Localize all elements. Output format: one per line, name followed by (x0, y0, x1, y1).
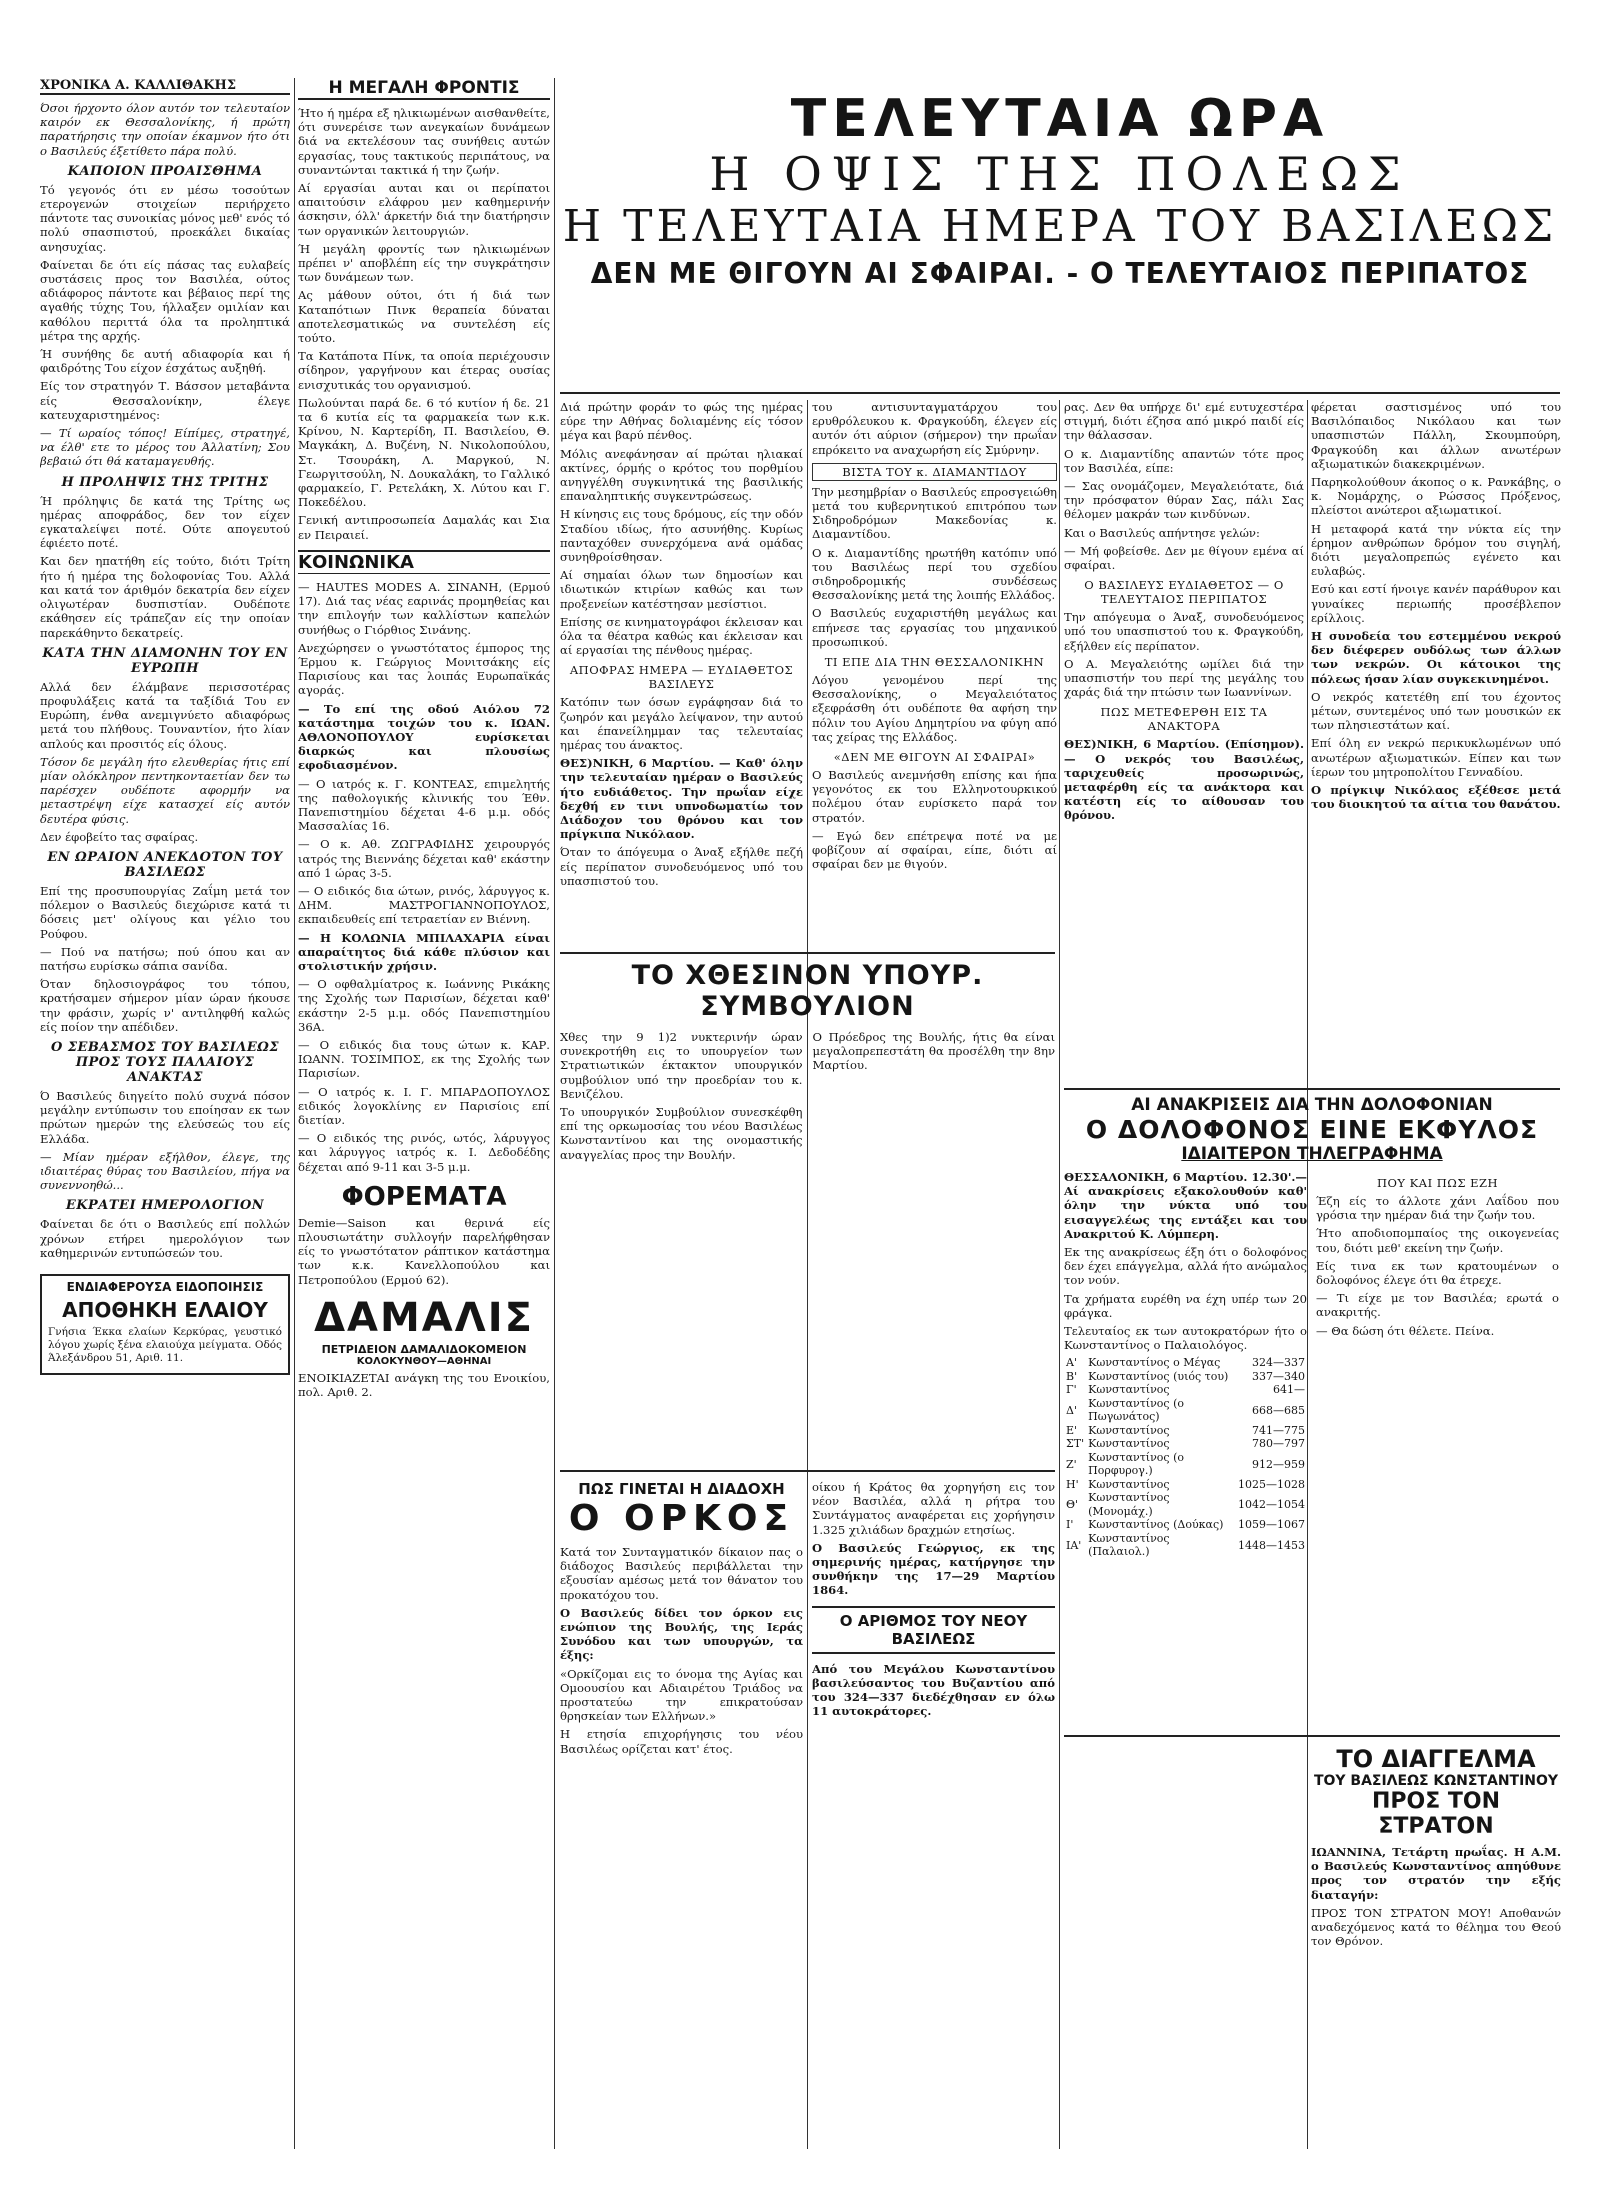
table-cell-num: Ε' (1066, 1423, 1078, 1437)
paragraph: Επίσης σε κινηματογράφοι έκλεισαν και όλα τα θέατρα καθώς και έκλεισαν και αί εργασίαι της πένθους ημέρας. (560, 614, 803, 658)
notice-title: ΕΝΔΙΑΦΕΡΟΥΣΑ ΕΙΔΟΠΟΙΗΣΙΣ (66, 1280, 264, 1294)
table-cell-years: 668—685 (1252, 1403, 1305, 1417)
paragraph: Μόλις ανεφάνησαν αί πρώται ηλιακαί ακτίνες, όρμής ο κρότος του πορθμίου ανηγγέλθη συγκινητικά της βασιλικής επαναληπτικής συγκεντρώσεως. (560, 446, 803, 504)
paragraph: — Πού να πατήσω; πού όπου και αν πατήσω ευρίσκω σάπια σανίδα. (40, 944, 290, 973)
paragraph: — Ο ειδικός της ρινός, ωτός, λάρυγγος και λάρυγγος ιατρός κ. Ι. Δεδοδέδης δέχεται από 9-11 και 3-5 μ.μ. (298, 1131, 550, 1174)
subheading: ΑΠΟΦΡΑΣ ΗΜΕΡΑ — ΕΥΔΙΑΘΕΤΟΣ ΒΑΣΙΛΕΥΣ (569, 663, 794, 692)
paragraph: οίκου ή Κράτος θα χορηγήση εις τον νέον Βασιλέα, αλλά η ρήτρα του Συντάγματος αναφέρεται εις χορήγησιν 1.325 χιλιάδων δραχμών ετησίως. (812, 1480, 1055, 1537)
subheading: «ΔΕΝ ΜΕ ΘΙΓΟΥΝ ΑΙ ΣΦΑΙΡΑΙ» (833, 750, 1036, 765)
table-cell-years: 912—959 (1252, 1457, 1305, 1471)
paragraph: — Ο ειδικός δια τους ώτων κ. ΚΑΡ. ΙΩΑΝΝ. ΤΟΣΙΜΠΟΣ, εκ της Σχολής των Παρισίων. (298, 1037, 550, 1081)
paragraph: Επί όλη εν νεκρώ περικυκλωμένων υπό ανωτέρων αξιωματικών. Είπεν και των ίερων του μητροπολίτου Γενναδίου. (1311, 736, 1561, 779)
section-heading: Ο ΑΡΙΘΜΟΣ ΤΟΥ ΝΕΟΥ ΒΑΣΙΛΕΩΣ (812, 1606, 1055, 1654)
paragraph: ΙΩΑΝΝΙΝΑ, Τετάρτη πρωΐας. Η Α.Μ. ο Βασιλεύς Κωνσταντίνος απηύθυνε προς τον στρατόν την εξής διαταγήν: (1311, 1845, 1561, 1902)
paragraph: Ο νεκρός κατετέθη επί του έχοντος μέτων, συντεμένος υπό των μουσικών εκ των πλησιεστάτων καί. (1311, 689, 1561, 733)
table-cell-name: Κωνσταντίνος (ο Πωγωνάτος) (1088, 1396, 1185, 1424)
succession-table (1064, 1356, 1307, 1559)
table-cell-num: Β' (1066, 1369, 1078, 1383)
paragraph: Όταν δηλοσιογράφος του τόπου, κρατήσαμεν σήμερον μίαν ώραν ήκουσε την φράσιν, χωρίς ν' αντιληφθή καλώς είς ποίον την απέδιδεν. (40, 977, 290, 1034)
paragraph: Λόγου γενομένου περί της Θεσσαλονίκης, ο Μεγαλειότατος εξεφράσθη ότι ουδέποτε θα αφήση την πόλιν του Αγίου Δημητρίου να φύγη από τας χείρας της Ελλάδος. (812, 673, 1057, 744)
column-rule (807, 400, 808, 2149)
paragraph: — Τι είχε με τον Βασιλέα; ερωτά ο ανακριτής. (1316, 1291, 1559, 1320)
paragraph: ΘΕΣΣΑΛΟΝΙΚΗ, 6 Μαρτίου. 12.30'.— Αί ανακρίσεις εξακολουθούν καθ' όλην την νύκτα υπό του εισαγγελέως της εντάξει και του Ανακριτού Κ. Λύμπερη. (1064, 1170, 1307, 1241)
paragraph: Ή συνήθης δε αυτή αδιαφορία και ή φαιδρότης Του είχον έσχάτως αυξηθή. (40, 347, 290, 376)
subheading: ΠΟΥ ΚΑΙ ΠΩΣ ΕΖΗ (1376, 1176, 1499, 1190)
table-cell-name: Κωνσταντίνος (1088, 1477, 1170, 1491)
section-heading: ΠΡΟΣ ΤΟΝ ΣΤΡΑΤΟΝ (1371, 1789, 1501, 1839)
column-6 (1311, 400, 1561, 1080)
ad-heading: ΔΑΜΑΛΙΣ (314, 1294, 534, 1341)
table-cell-num: Ι' (1066, 1518, 1074, 1532)
notice-box (40, 1274, 290, 1375)
paragraph: ΕΝΟΙΚΙΑΖΕΤΑΙ ανάγκη της του Ενοικίου, πολ. Αριθ. 2. (298, 1370, 550, 1400)
table-cell-years: 780—797 (1252, 1437, 1305, 1451)
paragraph: Την απόγευμα ο Άναξ, συνοδευόμενος υπό του υπασπιστού του κ. Φραγκούδη, εξήλθεν είς περίπατον. (1064, 610, 1304, 653)
ad-address: ΚΟΛΟΚΥΝΘΟΥ—ΑΘΗΝΑΙ (356, 1355, 492, 1367)
paragraph: Τό γεγονός ότι εν μέσω τοσούτων ετερογενών στοιχείων περιήρχετο πάντοτε τας συνοικίας μόνος μεθ' ενός τό πολύ σπασπιστού, προεκάλει δικαίας ανησυχίας. (40, 182, 290, 254)
section-heading: ΚΟΙΝΩΝΙΚΑ (298, 550, 550, 574)
paragraph: Και δεν ηπατήθη είς τούτο, διότι Τρίτη ήτο ή ημέρα της δολοφονίας Του. Αλλά και κατά τον άριθμόν δεκατρία δεν είχεν ολιγωτέραν δυσπιστίαν. Ουδέποτε εκάθησεν είς τράπεζαν είς την οποίαν παρεκάθηντο δεκατρείς. (40, 554, 290, 640)
paragraph: Ή πρόληψις δε κατά της Τρίτης ως ημέρας αποφράδος, δεν τον είχεν εγκαταλείψει ποτέ. Ούτε απογευτού έφιέετο ποτέ. (40, 493, 290, 551)
paragraph: Αί εργασίαι αυται και οι περίπατοι απαιτούσιν ελάφρου μεν καθημερινήν άσκησιν, όλλ' άρκετήν διά την διατήρησιν των οργανικών λειτουργιών. (298, 181, 550, 238)
column-3 (560, 400, 803, 945)
paragraph: Έζη είς το άλλοτε χάνι Λαΐδου που γρόσια την ημέραν διά την ζωήν του. (1316, 1194, 1559, 1223)
paragraph: — Η ΚΟΛΩΝΙΑ ΜΠΙΛΑΧΑΡΙΑ είναι απαραίτητος διά κάθε πλύσιον και στολιστικήν χρήσιν. (298, 930, 550, 973)
paragraph: Όταν το άπόγευμα ο Άναξ εξήλθε πεζή είς περίπατον συνοδευόμενος υπό του υπασπιστού του. (560, 845, 803, 888)
paragraph: Ο Α. Μεγαλειότης ωμίλει διά την υπασπιστήν του περί της μεγάλης του χαράς διά την πτώσιν των Ιωαννίνων. (1064, 656, 1304, 700)
table-cell-num: ΙΑ' (1066, 1538, 1082, 1552)
notice-text: Γνήσια Έκκα ελαίων Κερκύρας, γευστικό λόγου χωρίς ξένα ελαιούχα μείγματα. Οδός Άλεξάνδρου 51, Αριθ. 11. (48, 1326, 282, 1364)
paragraph: Ή μεγάλη φροντίς των ηλικιωμένων πρέπει ν' αποβλέπη είς την συγκράτησιν των δυνάμεων των. (298, 241, 550, 285)
table-cell-num: Γ' (1066, 1383, 1077, 1397)
section-rule (1064, 1735, 1560, 1737)
council-section (560, 960, 1055, 1166)
paragraph: — Ο ειδικός δια ώτων, ρινός, λάρυγγος κ. ΔΗΜ. ΜΑΣΤΡΟΓΙΑΝΝΟΠΟΥΛΟΣ, εκπαιδευθείς επί τετραετίαν εν Βιέννη. (298, 883, 550, 927)
paragraph: ΠΡΟΣ ΤΟΝ ΣΤΡΑΤΟΝ ΜΟΥ! Αποθανών αναδεχόμενος κατά το θέλημα του Θεού τον Θρόνον. (1311, 1905, 1561, 1949)
masthead-rule (560, 392, 1560, 394)
paragraph: Η κίνησις εις τους δρόμους, είς την οδόν Σταδίου ιδίως, ήτο ασυνήθης. Κυρίως πανταχόθεν συνερχόμενα ανά ομάδας συνηθροίσθησαν. (560, 507, 803, 565)
table-row (1064, 1383, 1307, 1397)
paragraph: Η συνοδεία του εστεμμένου νεκρού δεν διέφερεν ουδόλως των άλλων των νεκρών. Οι κάτοικοι της πόλεως ήσαν λίαν συγκεκινημένοι. (1311, 629, 1561, 686)
paragraph: — Μίαν ημέραν εξήλθον, έλεγε, της ιδιαιτέρας θύρας του Βασιλείου, πήγα να συνεννοηθώ... (40, 1149, 290, 1193)
paragraph: Διά πρώτην φοράν το φώς της ημέρας εύρε την Αθήνας δολιαμένης είς τόσον μέγα και βαρύ πένθος. (560, 400, 803, 443)
masthead-kicker: ΔΕΝ ΜΕ ΘΙΓΟΥΝ ΑΙ ΣΦΑΙΡΑΙ. - Ο ΤΕΛΕΥΤΑΙΟΣ ΠΕΡΙΠΑΤΟΣ (590, 257, 1530, 290)
paragraph: — Σας ονομάζομεν, Μεγαλειότατε, διά την πρόσφατον θύραν Σας, πάλι Σας θέλομεν μακράν των κινδύνων. (1064, 479, 1304, 522)
table-row (1064, 1451, 1307, 1478)
subheading: ΕΚΡΑΤΕΙ ΗΜΕΡΟΛΟΓΙΟΝ (65, 1198, 265, 1214)
paragraph: — Εγώ δεν επέτρεψα ποτέ να με φοβίζουν αί σφαίραι, είπε, διότι αί σφαίραι δεν με θιγούν. (812, 828, 1057, 872)
column-4 (812, 400, 1057, 945)
ordinal-section (812, 1480, 1055, 2140)
paragraph: Εσύ και εστί ήνοιγε κανέν παράθυρον και γυναίκες περιωπής προσέβλεπον ερίλλοις. (1311, 582, 1561, 625)
table-row (1064, 1478, 1307, 1492)
subheading: ΒΙΣΤΑ ΤΟΥ κ. ΔΙΑΜΑΝΤΙΔΟΥ (812, 463, 1057, 481)
paragraph: Είς τον στρατηγόν Τ. Βάσσον μεταβάντα είς Θεσσαλονίκην, έλεγε κατευχαριστημένος: (40, 379, 290, 422)
subheading: Ο ΒΑΣΙΛΕΥΣ ΕΥΔΙΑΘΕΤΟΣ — Ο ΤΕΛΕΥΤΑΙΟΣ ΠΕΡΙΠΑΤΟΣ (1084, 578, 1284, 607)
table-cell-years: 741—775 (1252, 1423, 1305, 1437)
subheading: ΕΝ ΩΡΑΙΟΝ ΑΝΕΚΔΟΤΟΝ ΤΟΥ ΒΑΣΙΛΕΩΣ (47, 849, 283, 880)
table-row (1064, 1437, 1307, 1451)
section-heading: ΤΟ ΔΙΑΓΓΕΛΜΑ (1336, 1745, 1536, 1773)
paragraph: Τελευταίος εκ των αυτοκρατόρων ήτο ο Κωνσταντίνος ο Παλαιολόγος. (1064, 1324, 1307, 1353)
table-cell-name: Κωνσταντίνος (Δούκας) (1088, 1518, 1224, 1532)
table-cell-num: Α' (1066, 1356, 1077, 1370)
paragraph: Ο Βασιλεύς ανεμνήσθη επίσης και ήπα γεγονότος εκ του Ελληνοτουρκικού πολέμου όταν ευρίσκετο παρά τον στρατόν. (812, 768, 1057, 825)
paragraph: ρας. Δεν θα υπήρχε δι' εμέ ευτυχεστέρα στιγμή, διότι έζησα από μικρό παιδί είς την θάλασσαν. (1064, 400, 1304, 443)
paragraph: Ήτο αποδιοπομπαίος της οικογενείας του, διότι μεθ' εκείνη την ζωήν. (1316, 1226, 1559, 1255)
table-cell-years: 1042—1054 (1238, 1498, 1305, 1512)
section-heading: Ο ΔΟΛΟΦΟΝΟΣ ΕΙΝΕ ΕΚΦΥΛΟΣ (1085, 1115, 1539, 1144)
ad-subheading: ΠΕΤΡΙΔΕΙΟΝ ΔΑΜΑΛΙΔΟΚΟΜΕΙΟΝ (321, 1342, 527, 1356)
table-cell-num: Δ' (1066, 1403, 1077, 1417)
paragraph: Η ετησία επιχορήγησις του νέου Βασιλέως ορίζεται κατ' έτος. (560, 1727, 803, 1756)
paragraph: — Ο ιατρός κ. Γ. ΚΟΝΤΕΑΣ, επιμελητής της παθολογικής κλινικής του Έθν. Πανεπιστημίου δέχεται 4-6 μ.μ. οδός Μασσαλίας 16. (298, 776, 550, 834)
subheading: ΚΑΤΑ ΤΗΝ ΔΙΑΜΟΝΗΝ ΤΟΥ ΕΝ ΕΥΡΩΠΗ (42, 645, 288, 676)
table-cell-num: ΣΤ' (1066, 1437, 1085, 1451)
column-rule (554, 78, 555, 2149)
paragraph: Επί της προσυπουργίας Ζαΐμη μετά τον πόλεμον ο Βασιλεύς διεχώρισε κατά τι δόσεις μετ' ολίγους και γέλιο του Ρούφου. (40, 883, 290, 941)
paragraph: Τα χρήματα ευρέθη να έχη υπέρ των 20 φράγκα. (1064, 1291, 1307, 1320)
paragraph: Δεν έφοβείτο τας σφαίρας. (40, 829, 199, 844)
paragraph: Φαίνεται δε ότι είς πάσας τας ευλαβείς συστάσεις προς τον Βασιλέα, ούτος αδιάφορος πάντοτε και βέβαιος περί της αγαθής τύχης Του, ήλλαξεν ομιλίαν και καθόλου περιττά όλα τα προληπτικά μέτρα της αρχής. (40, 257, 290, 343)
table-cell-name: Κωνσταντίνος (υιός του) (1088, 1369, 1229, 1383)
paragraph: του αντισυνταγματάρχου του ερυθρόλευκου κ. Φραγκούδη, έλεγεν είς αυτόν ότι αύριον (σήμερον) την πρωΐαν επρόκειτο να αναχωρήση είς Σμύρνην. (812, 400, 1057, 457)
paragraph: Ανεχώρησεν ο γνωστότατος έμπορος της Έρμου κ. Γεώργιος Μονιτσάκης είς Παρισίους και τας λοιπάς Ευρωπαϊκάς αγοράς. (298, 640, 550, 698)
table-cell-years: 641— (1273, 1383, 1305, 1397)
masthead-headline: Η ΤΕΛΕΥΤΑΙΑ ΗΜΕΡΑ ΤΟΥ ΒΑΣΙΛΕΩΣ (562, 201, 1558, 252)
table-cell-num: Η' (1066, 1477, 1079, 1491)
table-cell-years: 337—340 (1252, 1369, 1305, 1383)
paragraph: Πωλούνται παρά δε. 6 τό κυτίον ή δε. 21 τα 6 κυτία είς τα φαρμακεία των κ.κ. Κρίνου, Ν. Καρτερίδη, Π. Βασιλείου, Θ. Μαγκάκη, Δ. Βυζένη, Ν. Νικολοπούλου, Στ. Τσουράκη, Λ. Μαργκού, Ν. Γεωργιτσούλη, Ν. Δουκαλάκη, το Γαλλικό φαρμακείο, Γ. Ρετελάκη, Χ. Λύτου και Γ. Ποκεδέλου. (298, 395, 550, 510)
paragraph: Παρηκολούθουν άκοπος ο κ. Ρανκάβης, ο κ. Νομάρχης, ο Ρώσσος Πρόξενος, πλείστοι ανώτεροι αξιωματικοί. (1311, 475, 1561, 518)
column-5 (1064, 400, 1304, 945)
table-cell-num: Θ' (1066, 1498, 1079, 1512)
table-row (1064, 1397, 1307, 1424)
paragraph: Ο Βασιλεύς δίδει τον όρκον εις ενώπιον της Βουλής, της Ιεράς Συνόδου και των υπουργών, τα έξης: (560, 1605, 803, 1663)
notice-heading: ΑΠΟΘΗΚΗ ΕΛΑΙΟΥ (62, 1298, 268, 1322)
section-heading: Ο ΟΡΚΟΣ (568, 1498, 795, 1539)
paragraph: Ήτο ή ημέρα εξ ηλικιωμένων αισθανθείτε, ότι συνερέισε των ανεγκαίων δυνάμεων διά να εκτελέσουν τας συνήθεις αυτών εργασίας, τους τακτικούς περιπάτους, να συναντώνται τακτικά ή την ζωήν. (298, 106, 550, 177)
table-row (1064, 1424, 1307, 1438)
subheading: Ο ΣΕΒΑΣΜΟΣ ΤΟΥ ΒΑΣΙΛΕΩΣ ΠΡΟΣ ΤΟΥΣ ΠΑΛΑΙΟΥΣ ΑΝΑΚΤΑΣ (50, 1039, 280, 1085)
paragraph: Τα Κατάποτα Πίνκ, τα οποία περιέχουσιν σίδηρον, γαργήνουν και έτερας ουσίας ενισχυτικάς του οργανισμού. (298, 349, 550, 392)
ad-heading: ΦΟΡΕΜΑΤΑ (341, 1181, 507, 1212)
paragraph: — Θα δώση ότι θέλετε. Πείνα. (1316, 1323, 1495, 1338)
table-cell-name: Κωνσταντίνος (1088, 1423, 1170, 1437)
paragraph: Κατόπιν των όσων εγράφησαν διά το ζωηρόν και μεγάλο λείψανον, την αυτού και έπανείλημμαν τας τελευταίας ημέρας του άνακτος. (560, 695, 803, 753)
paragraph: Από του Μεγάλου Κωνσταντίνου βασιλεύσαντος του Βυζαντίου από του 324—337 διεδέχθησαν εν όλω 11 αυτοκράτορες. (812, 1661, 1055, 1719)
section-heading: ΠΩΣ ΓΙΝΕΤΑΙ Η ΔΙΑΔΟΧΗ (578, 1480, 785, 1498)
subheading: ΤΙ ΕΠΕ ΔΙΑ ΤΗΝ ΘΕΣΣΑΛΟΝΙΚΗΝ (824, 655, 1045, 670)
paragraph: — HAUTES MODES Α. ΣΙΝΑΝΗ, (Ερμού 17). Διά τας νέας εαρινάς προμηθείας και την επιλογήν των καλλίστων καπελών συνήθως ο Γιόρθιος Σινάνης. (298, 579, 550, 637)
table-cell-name: Κωνσταντίνος (Μονομάχ.) (1088, 1491, 1170, 1518)
paragraph: Demie—Saison και θερινά είς πλουσιωτάτην συλλογήν παρελήφθησαν είς το γνωστότατον ράπτικον κατάστημα των κ.κ. Κανελλοπούλου και Πετροπούλου (Ερμού 62). (298, 1215, 550, 1287)
paragraph: ΘΕΣ)ΝΙΚΗ, 6 Μαρτίου. (Επίσημον). — Ο νεκρός του Βασιλέως, ταριχευθείς προσωρινώς, μεταφέρθη είς τα ανάκτορα και κατέστη είς το αίθουσαν του θρόνου. (1064, 737, 1304, 823)
subheading: ΠΩΣ ΜΕΤΕΦΕΡΘΗ ΕΙΣ ΤΑ ΑΝΑΚΤΟΡΑ (1100, 705, 1268, 734)
masthead-title: ΤΕΛΕΥΤΑΙΑ ΩΡΑ (790, 89, 1330, 149)
section-rule (560, 952, 1055, 954)
paragraph: — Το επί της οδού Αιόλου 72 κατάστημα τοιχών του κ. ΙΩΑΝ. ΑΘΛΟΝΟΠΟΥΛΟΥ ευρίσκεται διαρκώς και πλουσίως εφοδιασμένον. (298, 701, 550, 773)
paragraph: — Ο οφθαλμίατρος κ. Ιωάννης Ρικάκης της Σχολής των Παρισίων, δέχεται καθ' εκάστην 2-5 μ.μ. οδός Πανεπιστημίου 36Α. (298, 977, 550, 1034)
table-row (1064, 1518, 1307, 1532)
paragraph: Ο Βασιλεύς Γεώργιος, εκ της σημερινής ημέρας, κατήργησε την συνθήκην της 17—29 Μαρτίου 1864. (812, 1540, 1055, 1598)
section-heading: ΑΙ ΑΝΑΚΡΙΣΕΙΣ ΔΙΑ ΤΗΝ ΔΟΛΟΦΟΝΙΑΝ (1131, 1095, 1493, 1115)
paragraph: Η μεταφορά κατά την νύκτα είς την έρημον ανθρώπων δρόμον του σιγηλή, διότι μεγαλοπρεπώς εγένετο και ευλαβώς. (1311, 521, 1561, 579)
table-cell-name: Κωνσταντίνος (ο Πορφυρογ.) (1088, 1450, 1185, 1478)
paragraph: Τόσον δε μεγάλη ήτο ελευθερίας ήτις επί μίαν ολόκληρον πεντηκονταετίαν δεν τω παρέσχεν ουδέποτε αφορμήν να μεταστρέψη είχε κατασχεί είς αυτόν δευτέρα φύσις. (40, 754, 290, 826)
subheading: ΚΑΠΟΙΟΝ ΠΡΟΑΙΣΘΗΜΑ (67, 163, 263, 179)
inquiry-section (1064, 1095, 1560, 1559)
paragraph: Εκ της ανακρίσεως έξη ότι ο δολοφόνος δεν έχει επάγγελμα, αλλά ήτο ανώμαλος τον νούν. (1064, 1245, 1307, 1288)
paragraph: Κατά τον Συνταγματικόν δίκαιον πας ο διάδοχος Βασιλεύς περιβάλλεται την εξουσίαν αμέσως μετά τον θάνατον του προκατόχου του. (560, 1545, 803, 1602)
section-rule (1064, 1088, 1560, 1090)
section-subheading: ΙΔΙΑΙΤΕΡΟΝ ΤΗΛΕΓΡΑΦΗΜΑ (1181, 1144, 1443, 1164)
paragraph: Χθες την 9 1)2 νυκτερινήν ώραν συνεκροτήθη εις το υπουργείον των Στρατιωτικών έκτακτον υπουργικόν συμβούλιον υπό την προεδρίαν του κ. Βενιζέλου. (560, 1030, 803, 1101)
paragraph: Φαίνεται δε ότι ο Βασιλεύς επί πολλών χρόνων ετήρει ημερολόγιον των καθημερινών εντυπώσεών του. (40, 1217, 290, 1260)
paragraph: Ό Βασιλεύς διηγείτο πολύ συχνά πόσον μεγάλην εντύπωσιν του εποίησαν εκ των πρώτων ημερών της ελεύσεώς του είς Ελλάδα. (40, 1088, 290, 1146)
byline: ΧΡΟΝΙΚΑ Α. ΚΑΛΛΙΘΑΚΗΣ (40, 78, 290, 95)
masthead-subtitle: Η ΟΨΙΣ ΤΗΣ ΠΟΛΕΩΣ (709, 147, 1411, 201)
paragraph: Όσοι ήρχοντο όλον αυτόν τον τελευταίον καιρόν εκ Θεσσαλονίκης, ή πρώτη παρατήρησις την οποίαν έκαμνον ήτο ότι ο Βασιλεύς έξετίθετο πάρα πολύ. (40, 101, 290, 158)
column-1 (40, 78, 290, 2148)
table-row (1064, 1532, 1307, 1559)
paragraph: Ο πρίγκιψ Νικόλαος εξέθεσε μετά του διοικητού τα αίτια του θανάτου. (1311, 783, 1561, 812)
paragraph: Ο Πρόεδρος της Βουλής, ήτις θα είναι μεγαλοπρεπεστάτη θα προσέλθη την 8ην Μαρτίου. (812, 1030, 1055, 1073)
table-cell-name: Κωνσταντίνος (Παλαιολ.) (1088, 1531, 1170, 1559)
paragraph: φέρεται σαστισμένος υπό του Βασιλόπαιδος Νικόλαου και των υπασπιστών Πάλλη, Σκουμπούρη, Φραγκούδη και άλλων ανωτέρων αξιωματικών διακεκριμένων. (1311, 400, 1561, 471)
table-cell-name: Κωνσταντίνος (1088, 1383, 1170, 1397)
column-rule (1059, 400, 1060, 2149)
paragraph: Ο Βασιλεύς ευχαριστήθη μεγάλως και επήνεσε τας εργασίας του μηχανικού προσωπικού. (812, 606, 1057, 649)
table-row (1064, 1370, 1307, 1384)
table-cell-years: 1059—1067 (1238, 1518, 1305, 1532)
decree-section (1311, 1745, 1561, 2145)
table-row (1064, 1356, 1307, 1370)
table-cell-name: Κωνσταντίνος (1088, 1437, 1170, 1451)
paragraph: Αί σημαίαι όλων των δημοσίων και ιδιωτικών κτιρίων καθώς και των προξενείων κατέστησαν μεσίστιοι. (560, 568, 803, 611)
column-rule (294, 78, 295, 2149)
section-heading: Η ΜΕΓΑΛΗ ΦΡΟΝΤΙΣ (298, 78, 550, 100)
table-cell-years: 1025—1028 (1238, 1477, 1305, 1491)
paragraph: — Τί ωραίος τόπος! Είπίμες, στρατηγέ, να έλθ' ετε το μέρος του Άλλατίνη; Σου βεβαιώ ότι θά καταμαγευθής. (40, 426, 290, 469)
paragraph: Γενική αντιπροσωπεία Δαμαλάς και Σια εν Πειραιεί. (298, 513, 550, 542)
paragraph: Την μεσημβρίαν ο Βασιλεύς επροσγειώθη μετά του κυβερνητικού επιτρόπου των Σιδηροδρόμων Μακεδονίας κ. Διαμαντίδου. (812, 484, 1057, 542)
oath-section (560, 1480, 803, 2140)
paragraph: Ο κ. Διαμαντίδης απαντών τότε προς τον Βασιλέα, είπε: (1064, 446, 1304, 475)
section-heading: ΤΟ ΧΘΕΣΙΝΟΝ ΥΠΟΥΡ. ΣΥΜΒΟΥΛΙΟΝ (631, 960, 984, 1022)
table-cell-name: Κωνσταντίνος ο Μέγας (1088, 1356, 1221, 1370)
paragraph: «Ορκίζομαι εις το όνομα της Αγίας και Ομοουσίου και Αδιαιρέτου Τριάδος να προστατεύω την επικρατούσαν θρησκείαν των Ελλήνων.» (560, 1666, 803, 1724)
column-2 (298, 78, 550, 2148)
section-rule (560, 1470, 1055, 1472)
paragraph: Το υπουργικόν Συμβούλιον συνεσκέφθη επί της ορκωμοσίας του νέου Βασιλέως Κωνσταντίνου και της ονομαστικής αναγγελίας προς την Βουλήν. (560, 1105, 803, 1162)
table-cell-years: 324—337 (1252, 1356, 1305, 1370)
paragraph: — Ο κ. Αθ. ΖΩΓΡΑΦΙΔΗΣ χειρουργός ιατρός της Βιεννάης δέχεται καθ' εκάστην από 1 ώρας 3-5. (298, 837, 550, 880)
paragraph: — Ο ιατρός κ. Ι. Γ. ΜΠΑΡΔΟΠΟΥΛΟΣ ειδικός λογοκλίνης εν Παρισίοις επί διετίαν. (298, 1084, 550, 1127)
paragraph: — Μή φοβείσθε. Δεν με θίγουν εμένα αί σφαίραι. (1064, 543, 1304, 573)
table-cell-years: 1448—1453 (1238, 1538, 1305, 1552)
paragraph: Και ο Βασιλεύς απήντησε γελών: (1064, 525, 1260, 540)
paragraph: Ας μάθουν ούτοι, ότι ή διά των Καταπότιων Πινκ θεραπεία δύναται αποτελεσματικώς να συντελέση είς τούτο. (298, 288, 550, 346)
paragraph: Ο κ. Διαμαντίδης ηρωτήθη κατόπιν υπό του Βασιλέως περί του σχεδίου σιδηροδρομικής συνδέσεως Θεσσαλονίκης μετά της λοιπής Ελλάδος. (812, 545, 1057, 603)
table-row (1064, 1491, 1307, 1518)
paragraph: ΘΕΣ)ΝΙΚΗ, 6 Μαρτίου. — Καθ' όλην την τελευταίαν ημέραν ο Βασιλεύς ήτο ευδιάθετος. Την πρωΐαν είχε δεχθή εν τινι υπνοδωματίω τον Διάδοχον του θρόνου και τον πρίγκιπα Νικόλαον. (560, 756, 803, 842)
masthead (560, 90, 1560, 294)
paragraph: Αλλά δεν έλάμβανε περισσοτέρας προφυλάξεις κατά τα ταξίδιά Του εν Ευρώπη, ένθα ανεμιγνύετο αδιαφόρως μετά του πλήθους. Τουναντίον, ήτο λίαν απλούς και προσιτός είς όλους. (40, 679, 290, 751)
paragraph: Είς τινα εκ των κρατουμένων ο δολοφόνος έλεγε ότι θα έτρεχε. (1316, 1258, 1559, 1288)
table-cell-num: Ζ' (1066, 1457, 1077, 1471)
section-heading: ΤΟΥ ΒΑΣΙΛΕΩΣ ΚΩΝΣΤΑΝΤΙΝΟΥ (1313, 1773, 1559, 1789)
subheading: Η ΠΡΟΛΗΨΙΣ ΤΗΣ ΤΡΙΤΗΣ (61, 474, 269, 490)
